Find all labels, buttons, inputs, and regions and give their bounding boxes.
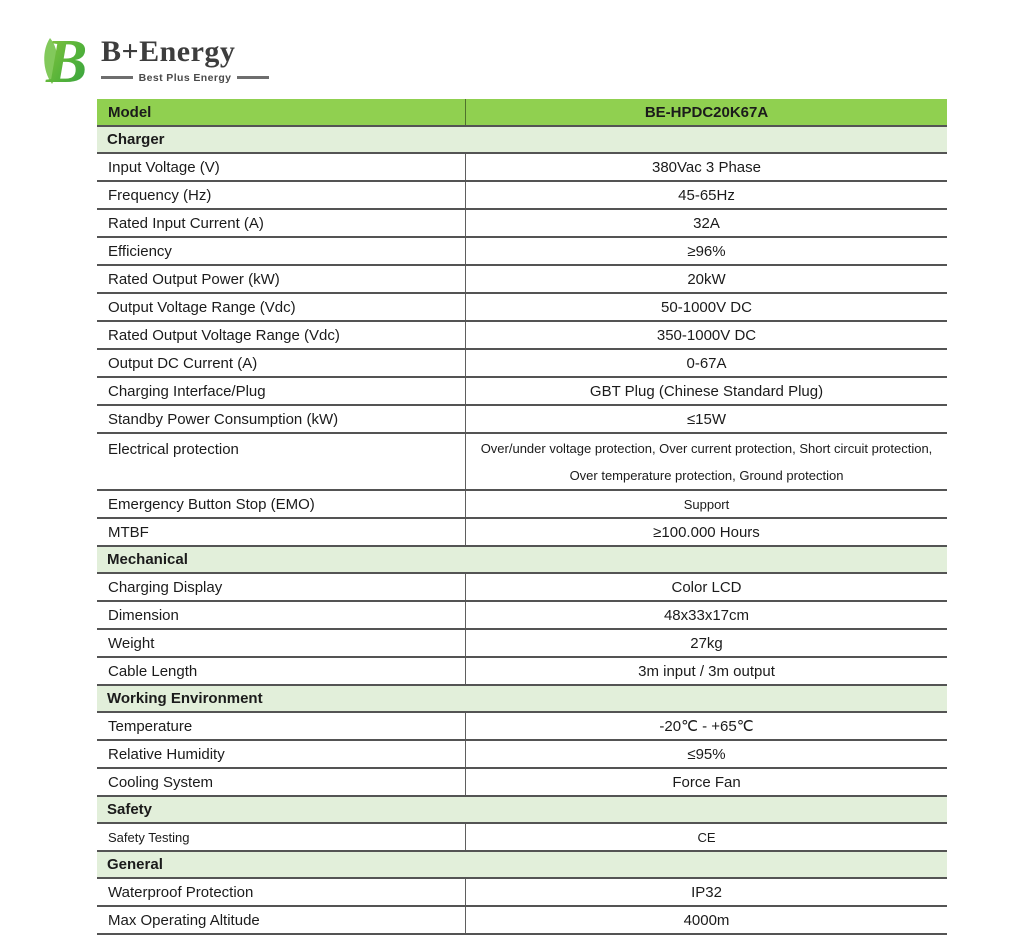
spec-table: [97, 99, 947, 935]
table-row: [97, 491, 947, 519]
spec-label: Temperature: [108, 717, 193, 735]
spec-value: Over/under voltage protection, Over current protection, Short circuit protection, Over temperature protection, Ground protection: [465, 434, 947, 489]
spec-label: Rated Input Current (A): [108, 214, 264, 232]
spec-label: Output Voltage Range (Vdc): [108, 298, 296, 316]
spec-value: 45-65Hz: [465, 182, 947, 208]
spec-value: Color LCD: [465, 574, 947, 600]
table-row: [97, 434, 947, 491]
table-row: [97, 602, 947, 630]
tagline-text: Best Plus Energy: [138, 71, 232, 84]
brand-name: B+Energy: [101, 34, 236, 68]
brand-tagline: [101, 72, 269, 84]
spec-label: Rated Output Power (kW): [108, 270, 280, 288]
table-row: [97, 713, 947, 741]
table-header-row: [97, 99, 947, 127]
spec-label: Emergency Button Stop (EMO): [108, 495, 315, 513]
spec-value: 20kW: [465, 266, 947, 292]
brand-logo: [40, 26, 269, 92]
spec-value: 3m input / 3m output: [465, 658, 947, 684]
table-row: [97, 574, 947, 602]
table-row: [97, 154, 947, 182]
model-number: BE-HPDC20K67A: [465, 99, 947, 125]
brand-monogram-icon: [40, 26, 96, 92]
tagline-rule-left: [101, 76, 133, 79]
table-row: [97, 879, 947, 907]
spec-label: Output DC Current (A): [108, 354, 258, 372]
spec-value: 50-1000V DC: [465, 294, 947, 320]
spec-value: 32A: [465, 210, 947, 236]
spec-value: ≥100.000 Hours: [465, 519, 947, 545]
spec-label: Input Voltage (V): [108, 158, 220, 176]
spec-label: Electrical protection: [108, 441, 239, 458]
spec-label: Max Operating Altitude: [108, 911, 260, 929]
table-row: [97, 630, 947, 658]
spec-label: Weight: [108, 634, 155, 652]
spec-value: CE: [465, 824, 947, 850]
tagline-rule-right: [237, 76, 269, 79]
spec-value: ≤95%: [465, 741, 947, 767]
table-row: [97, 824, 947, 852]
spec-value: IP32: [465, 879, 947, 905]
spec-value: 27kg: [465, 630, 947, 656]
table-row: [97, 238, 947, 266]
spec-label: Efficiency: [108, 242, 172, 260]
spec-value: Force Fan: [465, 769, 947, 795]
table-row: [97, 294, 947, 322]
section-header: Working Environment: [97, 686, 947, 713]
spec-value: GBT Plug (Chinese Standard Plug): [465, 378, 947, 404]
spec-value: 4000m: [465, 907, 947, 933]
spec-value: 0-67A: [465, 350, 947, 376]
table-row: [97, 741, 947, 769]
spec-label: Charging Interface/Plug: [108, 382, 266, 400]
table-row: [97, 182, 947, 210]
section-header: Safety: [97, 797, 947, 824]
table-row: [97, 210, 947, 238]
spec-label: Rated Output Voltage Range (Vdc): [108, 326, 340, 344]
table-row: [97, 519, 947, 547]
table-row: [97, 658, 947, 686]
section-header: Charger: [97, 127, 947, 154]
table-row: [97, 907, 947, 935]
section-header: General: [97, 852, 947, 879]
spec-label: Waterproof Protection: [108, 883, 254, 901]
table-row: [97, 378, 947, 406]
spec-value: Support: [465, 491, 947, 517]
spec-label: Frequency (Hz): [108, 186, 212, 204]
spec-value: 380Vac 3 Phase: [465, 154, 947, 180]
spec-table-body: [97, 127, 947, 935]
brand-text-block: [101, 35, 269, 84]
spec-label: Cable Length: [108, 662, 198, 680]
spec-label: Cooling System: [108, 773, 214, 791]
spec-value: ≥96%: [465, 238, 947, 264]
spec-value: 350-1000V DC: [465, 322, 947, 348]
brand-monogram-letter: B: [46, 28, 88, 92]
spec-label: Standby Power Consumption (kW): [108, 410, 339, 428]
table-row: [97, 406, 947, 434]
spec-value: 48x33x17cm: [465, 602, 947, 628]
table-row: [97, 769, 947, 797]
spec-value: -20℃ - +65℃: [465, 713, 947, 739]
spec-label: Relative Humidity: [108, 745, 225, 763]
spec-label: Safety Testing: [108, 829, 190, 845]
table-row: [97, 266, 947, 294]
section-header: Mechanical: [97, 547, 947, 574]
table-row: [97, 350, 947, 378]
spec-label: MTBF: [108, 523, 149, 541]
spec-value: ≤15W: [465, 406, 947, 432]
spec-label: Dimension: [108, 606, 179, 624]
spec-label: Charging Display: [108, 578, 223, 596]
model-header-label: Model: [108, 103, 152, 121]
table-row: [97, 322, 947, 350]
